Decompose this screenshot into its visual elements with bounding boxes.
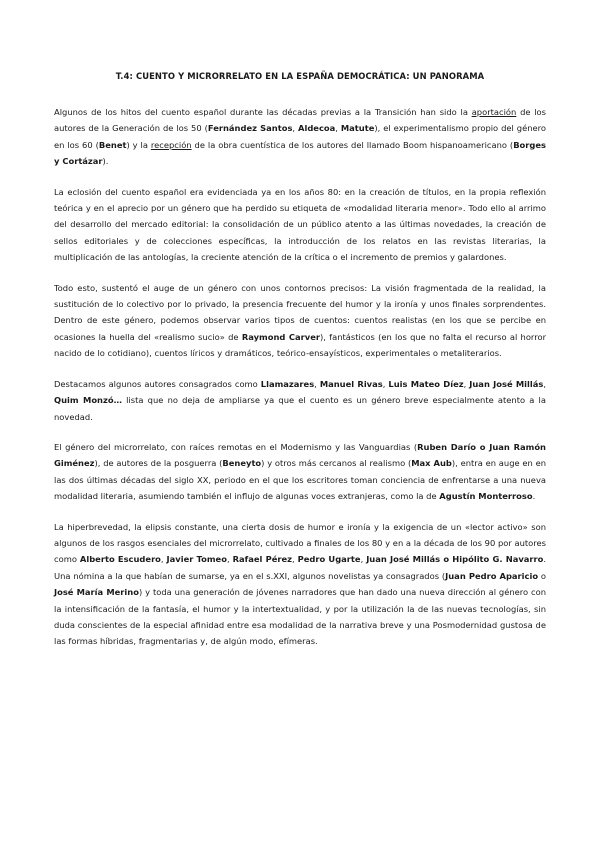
text-run: La eclosión del cuento español era evidenciada ya en los años 80: en la creación de títulos, en la propia reflexión teórica y en el aprecio por un género que ha perdido su etiqueta de «modalidad literaria menor». Todo ello al arrimo del desarrollo del mercado editorial: la consolidación de un público atento a las últimas novedades, la creación de sellos editoriales y de colecciones específicas, la introducción de los relatos en las revistas literarias, la multiplicación de las antologías, la creciente atención de la crítica o el incremento de premios y galardones.: [54, 186, 546, 263]
bold-text: Javier Tomeo: [166, 554, 227, 565]
paragraph: [54, 104, 546, 170]
text-run: ,: [382, 378, 389, 389]
text-run: ,: [543, 378, 546, 389]
bold-text: Borges y Cortázar: [54, 139, 546, 167]
bold-text: Agustín Monterroso: [439, 491, 533, 502]
paragraph: [54, 519, 546, 650]
bold-text: Benet: [98, 139, 127, 150]
text-run: ,: [160, 554, 167, 565]
text-run: Destacamos algunos autores consagrados como: [54, 378, 261, 389]
bold-text: Manuel Rivas: [319, 378, 383, 389]
text-run: ,: [335, 123, 341, 134]
text-run: de los autores de la Generación de los 50 (: [54, 107, 546, 134]
document-title: T.4: CUENTO Y MICRORRELATO EN LA ESPAÑA DEMOCRÁTICA: UN PANORAMA: [115, 71, 485, 81]
text-run: lista que no deja de ampliarse ya que el cuento es un género breve especialmente atento a la novedad.: [54, 395, 546, 422]
text-run: de la obra cuentística de los autores del llamado Boom hispanoamericano (: [191, 139, 514, 150]
text-run: o: [538, 570, 547, 581]
text-run: ), fantásticos (en los que no falta el recurso al horror nacido de lo cotidiano), cuentos líricos y dramáticos, teórico-ensayísticos, experimentales o metaliterarios.: [54, 331, 546, 359]
text-run: .: [532, 491, 536, 502]
document-body: [54, 104, 546, 650]
bold-text: Alberto Escudero: [79, 554, 161, 565]
bold-text: Max Aub: [411, 458, 452, 469]
paragraph: [54, 439, 546, 505]
text-run: ,: [292, 123, 299, 134]
bold-text: Aldecoa: [298, 123, 336, 134]
text-run: ,: [226, 554, 233, 565]
bold-text: Beneyto: [222, 458, 262, 469]
bold-text: Llamazares: [260, 378, 315, 389]
text-run: El género del microrrelato, con raíces remotas en el Modernismo y las Vanguardias (: [54, 441, 418, 452]
text-run: La hiperbrevedad, la elipsis constante, una cierta dosis de humor e ironía y la exigencia de un «lector activo» son algunos de los rasgos esenciales del microrrelato, cultivado a finales de los 80 y en a la década de los 90 por autores como: [54, 521, 546, 565]
underlined-text: aportación: [471, 107, 517, 117]
text-run: ).: [102, 156, 109, 167]
paragraph: [54, 280, 546, 362]
text-run: . Una nómina a la que habían de sumarse, ya en el s.XXI, algunos novelistas ya consagrados (: [54, 554, 547, 581]
text-run: ) y toda una generación de jóvenes narradores que han dado una nueva dirección al género con la intensificación de la fantasía, el humor y la intertextualidad, y por la utilización la de las nuevas tecnologías, sin duda conscientes de la especial afinidad entre esa modalidad de la narrativa breve y una Posmodernidad gustosa de las formas híbridas, fragmentarias y, de algún modo, efímeras.: [54, 587, 547, 647]
bold-text: Luis Mateo Díez: [388, 378, 464, 389]
text-run: ,: [292, 554, 298, 565]
text-run: Todo esto, sustentó el auge de un género con unos contornos precisos: La visión fragmentada de la realidad, la sustitución de lo colectivo por lo privado, la presencia frecuente del humor y la ironía y unos finales sorprendentes. Dentro de este género, podemos observar varios tipos de cuentos: cuentos realistas (en los que se percibe en ocasiones la huella del «realismo sucio» de: [54, 282, 546, 342]
bold-text: Juan Pedro Aparicio: [445, 570, 539, 581]
text-run: ) y la: [126, 139, 151, 150]
bold-text: Ruben Darío o Juan Ramón Giménez: [54, 441, 546, 469]
paragraph: [54, 376, 546, 425]
text-run: ) y otros más cercanos al realismo (: [261, 458, 412, 469]
text-run: ), entra en auge en en las dos últimas décadas del siglo XX, periodo en el que los escritores toman conciencia de enfrentarse a una nueva modalidad literaria, asumiendo también el influjo de algunas voces extranjeras, como la de: [54, 458, 546, 502]
bold-text: Pedro Ugarte: [297, 554, 361, 565]
text-run: ,: [360, 554, 367, 565]
text-run: ,: [314, 378, 320, 389]
bold-text: Rafael Pérez: [232, 554, 293, 565]
bold-text: Matute: [340, 123, 375, 134]
bold-text: Juan José Millás o Hipólito G. Navarro: [366, 554, 544, 565]
bold-text: Quim Monzó…: [54, 395, 122, 406]
text-run: ,: [463, 378, 470, 389]
text-run: Algunos de los hitos del cuento español durante las décadas previas a la Transición han sido la: [54, 107, 472, 117]
bold-text: Raymond Carver: [241, 331, 320, 342]
text-run: ), de autores de la posguerra (: [94, 458, 223, 469]
bold-text: José María Merino: [54, 587, 139, 598]
text-run: ), el experimentalismo propio del género en los 60 (: [54, 123, 546, 150]
paragraph: [54, 184, 546, 266]
bold-text: Juan José Millás: [469, 378, 544, 389]
underlined-text: recepción: [150, 139, 192, 150]
bold-text: Fernández Santos: [207, 123, 293, 134]
